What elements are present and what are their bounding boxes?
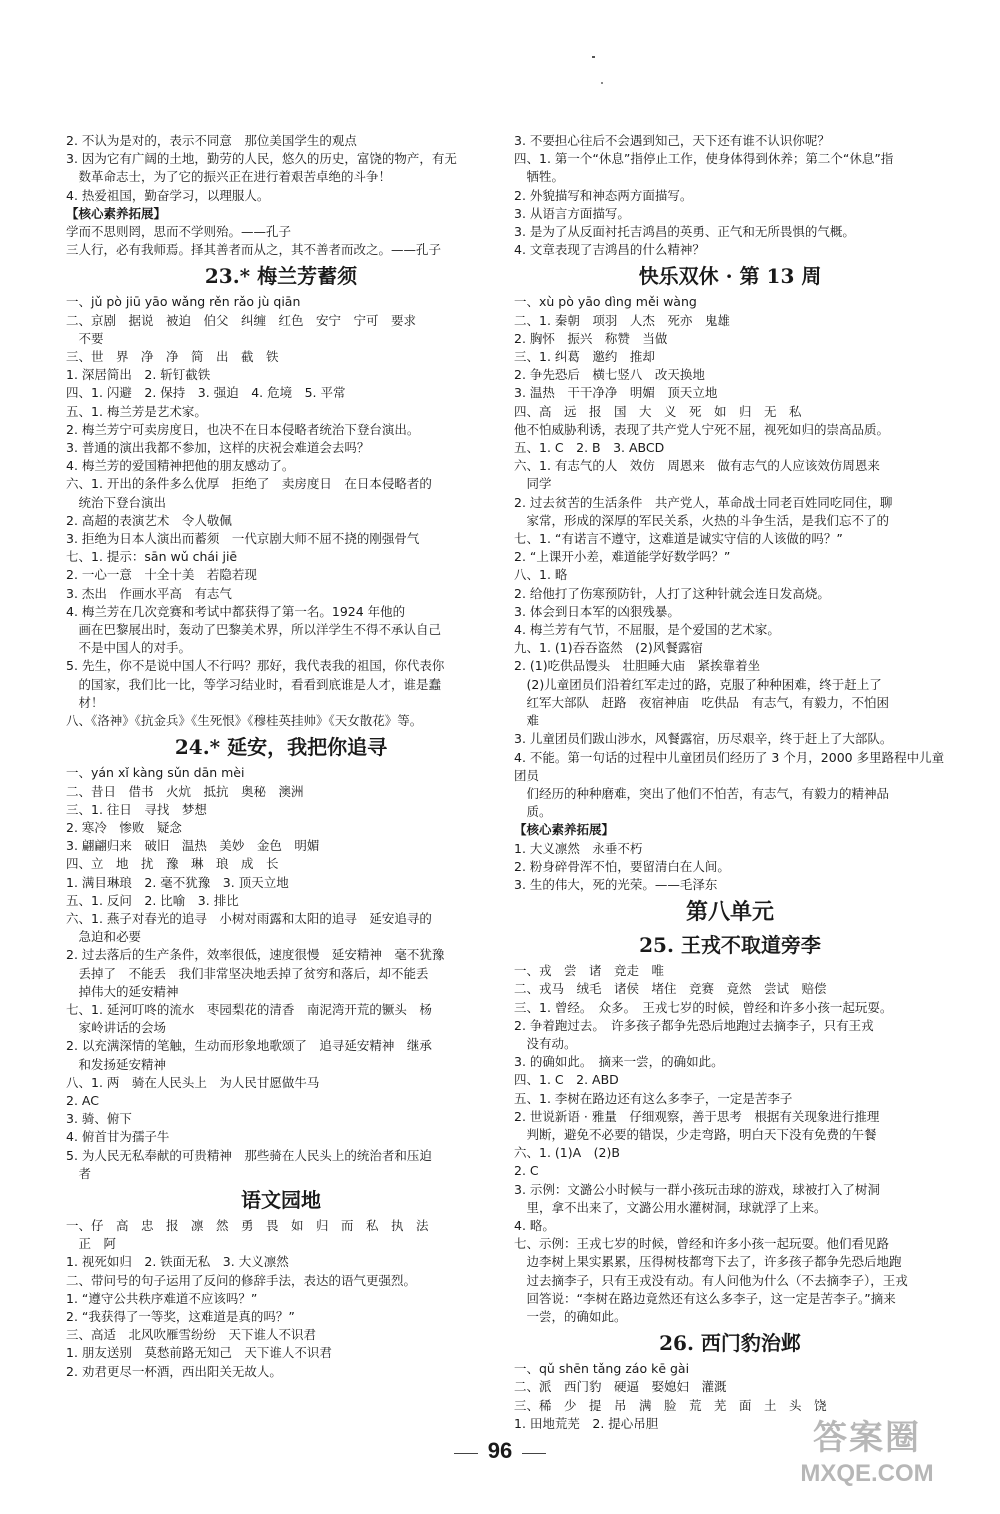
answer-line: 家岭讲话的会场 — [66, 1020, 167, 1036]
answer-line: 2. 一心一意 十全十美 若隐若现 — [66, 567, 257, 583]
answer-line: 和发扬延安精神 — [66, 1056, 167, 1072]
answer-line: 5. 为人民无私奉献的可贵精神 那些骑在人民头上的统治者和压迫 — [66, 1147, 432, 1163]
answer-line: 3. 儿童团员们跋山涉水，风餐露宿，历尽艰辛，终于赶上了大部队。 — [514, 731, 893, 747]
answer-line: 一、xù pò yāo dìng měi wàng — [514, 294, 697, 310]
answer-line: 4. 不能。第一句话的过程中儿童团员们经历了 3 个月，2000 多里路程中儿童团员 — [514, 749, 945, 783]
answer-line: 2. 过去落后的生产条件，效率很低，速度很慢 延安精神 毫不犹豫 — [66, 947, 445, 963]
answer-line: 3. 拒绝为日本人演出而蓄须 一代京剧大师不屈不挠的刚强骨气 — [66, 531, 420, 547]
answer-line: 牺牲。 — [514, 169, 565, 185]
lesson-title: 语文园地 — [241, 1187, 321, 1212]
answer-line: 四、高 远 报 国 大 义 死 如 归 无 私 — [514, 403, 802, 419]
answer-line: 五、1. C 2. B 3. ABCD — [514, 440, 665, 456]
answer-line: 七、1. 延河叮咚的流水 枣园梨花的清香 南泥湾开荒的镢头 杨 — [66, 1001, 432, 1017]
answer-line: 2. C — [514, 1163, 539, 1179]
answer-line: 质。 — [514, 804, 552, 820]
answer-line: 三、1. 曾经。 众多。 王戎七岁的时候，曾经和许多小孩一起玩耍。 — [514, 999, 893, 1015]
answer-line: 2. 外貌描写和神态两方面描写。 — [514, 187, 693, 203]
answer-line: 学而不思则罔，思而不学则殆。——孔子 — [66, 224, 292, 240]
left-column — [66, 132, 496, 1381]
answer-line: 同学 — [514, 476, 552, 492]
answer-line: 二、戎马 绒毛 诸侯 堵住 竞赛 竟然 尝试 赔偿 — [514, 981, 827, 997]
answer-line: 三、世 界 净 净 简 出 截 铁 — [66, 349, 279, 365]
answer-line: 2. 争先恐后 横七竖八 改天换地 — [514, 367, 705, 383]
answer-line: 3. 翩翩归来 破旧 温热 美妙 金色 明媚 — [66, 838, 320, 854]
answer-line: 2. 寒冷 惨败 疑念 — [66, 819, 182, 835]
lesson-title: 24.* 延安，我把你追寻 — [174, 735, 388, 760]
lesson-title: 25. 王戎不取道旁李 — [639, 933, 821, 958]
answer-line: 三人行，必有我师焉。择其善者而从之，其不善者而改之。——孔子 — [66, 242, 442, 258]
answer-line: 五、1. 梅兰芳是艺术家。 — [66, 403, 207, 419]
answer-line: 一、yán xǐ kàng sǔn dān mèi — [66, 765, 245, 781]
answer-line: 者 — [66, 1165, 92, 1181]
scan-mark — [601, 82, 603, 84]
answer-line: 一尝，的确如此。 — [514, 1308, 627, 1324]
answer-line: 2. 不认为是对的，表示不同意 那位美国学生的观点 — [66, 133, 357, 148]
answer-line: 红军大部队 赶路 夜宿神庙 吃供品 有志气，有毅力，不怕困 — [514, 694, 890, 710]
watermark-logo: 答案圈 — [813, 1419, 921, 1457]
answer-line: 一、戎 尝 诸 竞走 唯 — [514, 963, 665, 979]
answer-line: 四、立 地 扰 豫 琳 琅 成 长 — [66, 856, 279, 872]
answer-line: 3. 骑、俯下 — [66, 1111, 132, 1127]
answer-line: 3. 从语言方面描写。 — [514, 205, 630, 221]
answer-line: 4. 俯首甘为孺子牛 — [66, 1129, 170, 1145]
answer-line: 3. 示例：文潞公小时候与一群小孩玩击球的游戏，球被打入了树洞 — [514, 1181, 880, 1197]
answer-line: 不要 — [66, 330, 104, 346]
answer-line: 边李树上果实累累，压得树枝都弯下去了，许多孩子都争先恐后地跑 — [514, 1254, 902, 1270]
answer-line: 3. 体会到日本军的凶狠残暴。 — [514, 603, 680, 619]
answer-line: 的国家，我们比一比，等学习结业时，看看到底谁是人才，谁是蠢 — [66, 676, 442, 692]
answer-line: 2. 粉身碎骨浑不怕，要留清白在人间。 — [514, 858, 730, 874]
answer-line: 七、1. 提示：sān wǔ chái jiē — [66, 549, 238, 565]
answer-line: 1. 田地荒芜 2. 提心吊胆 — [514, 1415, 659, 1431]
answer-line: 2. 高超的表演艺术 令人敬佩 — [66, 512, 232, 528]
answer-line: 一、qǔ shēn tǎng záo kē gài — [514, 1361, 690, 1377]
answer-line: 3. 的确如此。 摘来一尝，的确如此。 — [514, 1054, 724, 1070]
answer-line: 丢掉了 不能丢 我们非常坚决地丢掉了贫穷和落后，却不能丢 — [66, 965, 429, 981]
answer-line: 八、1. 略 — [514, 567, 568, 583]
answer-line: 们经历的种种磨难，突出了他们不怕苦，有志气，有毅力的精神品 — [514, 785, 890, 801]
answer-line: 四、1. 第一个“休息”指停止工作，使身体得到休养；第二个“休息”指 — [514, 151, 894, 167]
scan-mark — [592, 56, 595, 58]
answer-line: 八、1. 两 骑在人民头上 为人民甘愿做牛马 — [66, 1074, 320, 1090]
answer-line: 4. 文章表现了吉鸿昌的什么精神？ — [514, 242, 705, 258]
answer-line: 2. 胸怀 振兴 称赞 当做 — [514, 330, 668, 346]
answer-line: 正 阿 — [66, 1236, 117, 1252]
answer-line: 2. 劝君更尽一杯酒，西出阳关无故人。 — [66, 1363, 282, 1379]
answer-line: 材！ — [66, 694, 104, 710]
answer-line: 过去摘李子，只有王戎没有动。有人问他为什么（不去摘李子），王戎 — [514, 1272, 908, 1288]
section-label: 【核心素养拓展】 — [514, 822, 615, 838]
answer-line: 判断，避免不必要的错误，少走弯路，明白天下没有免费的午餐 — [514, 1126, 877, 1142]
page-number: 96 — [487, 1438, 513, 1463]
answer-line: 画在巴黎展出时，轰动了巴黎美术界，所以洋学生不得不承认自己 — [66, 622, 442, 638]
answer-line: 一、仔 高 忠 报 凛 然 勇 畏 如 归 而 私 执 法 — [66, 1217, 429, 1233]
answer-line: 九、1. (1)吞吞盗然 (2)风餐露宿 — [514, 640, 703, 656]
answer-line: 4. 热爱祖国，勤奋学习，以理服人。 — [66, 187, 270, 203]
answer-line: 没有动。 — [514, 1035, 577, 1051]
answer-line: 三、1. 纠葛 邀约 推却 — [514, 349, 655, 365]
answer-line: 五、1. 李树在路边还有这么多李子，一定是苦李子 — [514, 1090, 793, 1106]
answer-line: 二、派 西门豹 硬逼 娶媳妇 灌溉 — [514, 1379, 727, 1395]
answer-line: 回答说：“李树在路边竟然还有这么多李子，这一定是苦李子。”摘来 — [514, 1290, 896, 1306]
answer-line: 他不怕威胁利诱，表现了共产党人宁死不屈，视死如归的崇高品质。 — [514, 421, 890, 437]
answer-line: 1. “遵守公共秩序难道不应该吗？” — [66, 1290, 258, 1306]
answer-line: 急迫和必要 — [66, 929, 142, 945]
watermark — [762, 1416, 972, 1496]
answer-line: 1. 大义凛然 永垂不朽 — [514, 840, 643, 856]
answer-line: 3. 不要担心往后不会遇到知己，天下还有谁不认识你呢？ — [514, 133, 830, 148]
unit-title: 第八单元 — [685, 899, 774, 926]
lesson-title: 23.* 梅兰芳蓄须 — [204, 264, 358, 289]
answer-line: 不是中国人的对手。 — [66, 640, 192, 656]
answer-line: 2. (1)吃供品馒头 壮胆睡大庙 紧挨靠着坐 — [514, 658, 761, 674]
answer-line: 六、1. 有志气的人 效仿 周恩来 做有志气的人应该效仿周恩来 — [514, 458, 880, 474]
watermark-url: MXQE.COM — [800, 1460, 934, 1487]
answer-line: 四、1. C 2. ABD — [514, 1072, 619, 1088]
answer-line: 统治下登台演出 — [66, 494, 167, 510]
answer-line: 3. 生的伟大，死的光荣。——毛泽东 — [514, 876, 718, 892]
answer-line: 七、示例：王戎七岁的时候，曾经和许多小孩一起玩耍。他们看见路 — [514, 1236, 890, 1252]
answer-line: 六、1. 开出的条件多么优厚 拒绝了 卖房度日 在日本侵略者的 — [66, 476, 432, 492]
answer-line: 3. 因为它有广阔的土地，勤劳的人民，悠久的历史，富饶的物产，有无 — [66, 151, 457, 167]
answer-line: 四、1. 闪避 2. 保持 3. 强迫 4. 危境 5. 平常 — [66, 385, 346, 401]
answer-line: 二、1. 秦朝 项羽 人杰 死亦 鬼雄 — [514, 312, 730, 328]
answer-line: 2. 给他打了伤寒预防针，人打了这种针就会连日发高烧。 — [514, 585, 830, 601]
answer-line: 2. 世说新语 · 雅量 仔细观察，善于思考 根据有关现象进行推理 — [514, 1108, 880, 1124]
answer-line: 掉伟大的延安精神 — [66, 983, 179, 999]
answer-line: 六、1. (1)A (2)B — [514, 1145, 620, 1161]
answer-line: 三、高适 北风吹雁雪纷纷 天下谁人不识君 — [66, 1327, 317, 1343]
answer-line: 3. 杰出 作画水平高 有志气 — [66, 585, 232, 601]
answer-line: 八、《洛神》《抗金兵》《生死恨》《穆桂英挂帅》《天女散花》等。 — [66, 713, 423, 729]
answer-line: 3. 普通的演出我都不参加，这样的庆祝会难道会去吗？ — [66, 440, 370, 456]
answer-line: 五、1. 反问 2. 比喻 3. 排比 — [66, 892, 239, 908]
answer-line: 二、带问号的句子运用了反问的修辞手法，表达的语气更强烈。 — [66, 1272, 417, 1288]
answer-line: 三、1. 往日 寻找 梦想 — [66, 801, 207, 817]
answer-line: 数革命志士，为了它的振兴正在进行着艰苦卓绝的斗争！ — [66, 169, 392, 185]
section-label: 【核心素养拓展】 — [66, 205, 167, 221]
lesson-title: 26. 西门豹治邺 — [659, 1331, 801, 1356]
answer-line: 1. 朋友送别 莫愁前路无知己 天下谁人不识君 — [66, 1345, 332, 1361]
answer-line: 5. 先生，你不是说中国人不行吗？那好，我代表我的祖国，你代表你 — [66, 658, 445, 674]
answer-line: 二、昔日 借书 火炕 抵抗 奥秘 澳洲 — [66, 783, 304, 799]
answer-line: 2. 争着跑过去。 许多孩子都争先恐后地跑过去摘李子，只有王戎 — [514, 1017, 874, 1033]
answer-line: 难 — [514, 713, 540, 729]
answer-line: 1. 满目琳琅 2. 毫不犹豫 3. 顶天立地 — [66, 874, 289, 890]
answer-line: 二、京剧 据说 被迫 伯父 纠缠 红色 安宁 宁可 要求 — [66, 312, 417, 328]
answer-line: 4. 梅兰芳在几次竞赛和考试中都获得了第一名。1924 年他的 — [66, 603, 406, 619]
answer-line: 3. 温热 干干净净 明媚 顶天立地 — [514, 385, 718, 401]
answer-line: 2. “上课开小差，难道能学好数学吗？” — [514, 549, 731, 565]
answer-line: 2. 以充满深情的笔触，生动而形象地歌颂了 追寻延安精神 继承 — [66, 1038, 432, 1054]
answer-line: 2. “我获得了一等奖，这难道是真的吗？” — [66, 1308, 295, 1324]
answer-line: 4. 梅兰芳有气节，不屈服，是个爱国的艺术家。 — [514, 622, 780, 638]
answer-line: 一、jǔ pò jiū yāo wǎng rěn rǎo jù qiān — [66, 294, 301, 310]
answer-line: (2)儿童团员们沿着红军走过的路，克服了种种困难，终于赶上了 — [514, 676, 882, 692]
answer-line: 三、稀 少 提 吊 满 脸 荒 芜 面 土 头 饶 — [514, 1397, 827, 1413]
answer-line: 家常，形成的深厚的军民关系，火热的斗争生活，是我们忘不了的 — [514, 512, 890, 528]
footer-dash — [454, 1453, 478, 1454]
answer-line: 4. 梅兰芳的爱国精神把他的朋友感动了。 — [66, 458, 295, 474]
answer-line: 六、1. 燕子对春光的追寻 小树对雨露和太阳的追寻 延安追寻的 — [66, 910, 432, 926]
answer-line: 4. 略。 — [514, 1217, 555, 1233]
answer-line: 2. 过去贫苦的生活条件 共产党人，革命战士同老百姓同吃同住，聊 — [514, 494, 893, 510]
answer-line: 1. 深居简出 2. 斩钉截铁 — [66, 367, 211, 383]
answer-line: 2. AC — [66, 1092, 99, 1108]
footer-dash — [522, 1453, 546, 1454]
lesson-title: 快乐双休 · 第 13 周 — [638, 264, 822, 289]
answer-line: 七、1. “有诺言不遵守，这难道是诚实守信的人该做的吗？” — [514, 531, 843, 547]
answer-line: 2. 梅兰芳宁可卖房度日，也决不在日本侵略者统治下登台演出。 — [66, 421, 420, 437]
right-column — [514, 132, 946, 1433]
answer-line: 3. 是为了从反面衬托吉鸿昌的英勇、正气和无所畏惧的气概。 — [514, 224, 855, 240]
answer-line: 里，拿不出来了，文潞公用水灌树洞，球就浮了上来。 — [514, 1199, 827, 1215]
answer-line: 1. 视死如归 2. 铁面无私 3. 大义凛然 — [66, 1254, 289, 1270]
